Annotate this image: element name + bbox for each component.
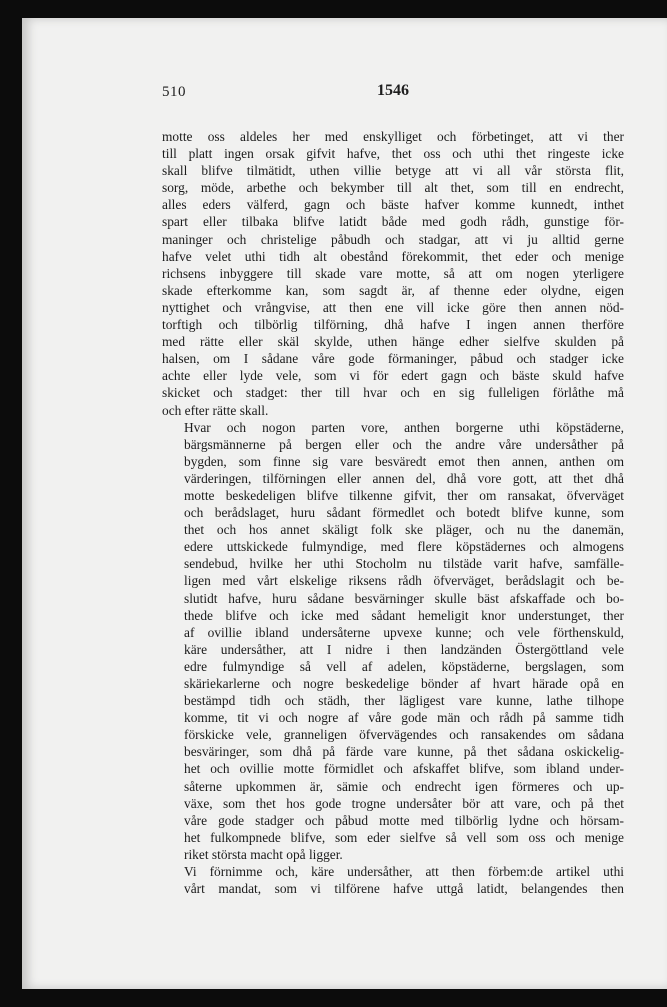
text-line: såterne upkommen är, sämie och endrecht igen förmeres och up- bbox=[184, 778, 624, 794]
page-header bbox=[162, 82, 624, 104]
text-line: Hvar och nogon parten vore, anthen borgerne uthi köpstäderne, bbox=[184, 419, 624, 435]
text-line: sendebud, hvilke her uthi Stocholm nu tilstäde varit hafve, samfälle- bbox=[184, 556, 624, 572]
text-line: hafve velet uthi tidh alt obestånd förekommit, thet eder och menige bbox=[162, 248, 624, 264]
year-heading: 1546 bbox=[377, 82, 409, 99]
text-line: besväringer, som dhå på färde vare kunne, på thet sådana oskickelig- bbox=[184, 744, 624, 760]
text-line: bärgsmännerne på bergen eller och the andre våre undersåther på bbox=[184, 436, 624, 452]
text-line: och efter rätte skall. bbox=[162, 402, 269, 418]
text-line: bestämpd tidh och städh, ther lägligest vare kunne, lathe tilhope bbox=[184, 693, 624, 709]
text-line: motte beskedeligen blifve tilkenne gifvit, ther om ransakat, öfverväget bbox=[184, 487, 624, 503]
text-line: skicket och stadget: ther till hvar och en sig fulleligen förlåthe må bbox=[162, 385, 624, 401]
text-line: sorg, möde, arbethe och bekymber till alt thet, som till en endrecht, bbox=[162, 180, 624, 196]
text-line: riket största macht opå ligger. bbox=[184, 846, 343, 862]
text-line: ligen med vårt elskelige riksens rådh öfverväget, berådslagit och be- bbox=[184, 573, 624, 589]
paragraph bbox=[162, 128, 624, 419]
text-line: käre undersåther, att I nidre i then landzänden Östergöttland vele bbox=[184, 641, 624, 657]
text-line: edere uttskickede fulmyndige, med flere köpstädernes och almogens bbox=[184, 539, 624, 555]
text-line: skall blifve tilmätidt, uthen villie betyge att vi all vår största flit, bbox=[162, 163, 624, 179]
text-line: och berådslaget, huru sådant förmedlet och botedt blifve kunne, som bbox=[184, 505, 624, 521]
text-line: richsens inbyggere till skade vare motte, så att om nogen yterligere bbox=[162, 265, 624, 281]
text-line: thede blifve och icke med sådant hemeligit knor understunget, ther bbox=[184, 607, 624, 623]
text-line: spart eller tilbaka blifve latidt både med godh rådh, gunstige för- bbox=[162, 214, 624, 230]
text-line: edre fulmyndige så vell af adelen, köpstäderne, bergslagen, som bbox=[184, 658, 624, 674]
text-line: slutidt hafve, huru sådane besvärninger skulle bäst afskaffade och bo- bbox=[184, 590, 624, 606]
text-line: Vi förnimme och, käre undersåther, att then förbem:de artikel uthi bbox=[184, 864, 624, 880]
text-line: bygden, som finne sig vare besväredt emot then annen, anthen om bbox=[184, 453, 624, 469]
paragraph bbox=[162, 419, 624, 863]
text-line: vårt mandat, som vi tilförene hafve uttgå latidt, belangendes then bbox=[184, 881, 624, 897]
paragraph bbox=[162, 863, 624, 897]
text-line: motte oss aldeles her med enskylliget och förbetinget, att vi ther bbox=[162, 129, 624, 144]
text-line: nyttighet och vrångvise, att then ene vill icke göre then annen nöd- bbox=[162, 299, 624, 315]
text-line: thet och hos annet skäligt folk ske pläger, och nu the danemän, bbox=[184, 522, 624, 538]
text-line: med rätte eller skäl skylde, uthen hänge edher sielfve skulden på bbox=[162, 334, 624, 350]
text-line: af ovillie ibland undersåterne upvexe kunne; och vele förthenskuld, bbox=[184, 624, 624, 640]
text-line: achte eller lyde vele, som vi för edert gagn och bäste skuld hafve bbox=[162, 368, 624, 384]
text-line: komme, tit vi och nogre af våre gode män och rådh på samme tidh bbox=[184, 710, 624, 726]
book-page bbox=[22, 18, 667, 989]
text-line: våre gode stadger och påbud motte med tilbörlig lydne och hörsam- bbox=[184, 812, 624, 828]
text-line: värderingen, tilförningen eller annen del, dhå vore gott, att thet dhå bbox=[184, 470, 624, 486]
text-line: förskicke vele, granneligen öfvervägendes och ransakendes om sådana bbox=[184, 727, 624, 743]
text-line: till platt ingen orsak gifvit hafve, thet oss och uthi thet ringeste icke bbox=[162, 146, 624, 162]
text-line: växe, som thet hos gode trogne undersåter bör att vare, och på thet bbox=[184, 795, 624, 811]
text-line: het och ovillie motte förmidlet och afskaffet blifve, som ibland under- bbox=[184, 761, 624, 777]
body-text bbox=[162, 128, 624, 897]
text-line: het fulkompnede blifve, som eder sielfve så vell som oss och menige bbox=[184, 829, 624, 845]
text-line: torftigh och tilbörlig tilförning, dhå hafve I ingen annen therföre bbox=[162, 317, 624, 333]
text-line: skade efterkomme kan, som sagdt är, af thenne eder olydne, eigen bbox=[162, 282, 624, 298]
text-line: alles eders välferd, gagn och bäste hafver komme kunnedt, inthet bbox=[162, 197, 624, 213]
text-line: maninger och christelige påbudh och stadgar, att vi ju alltid gerne bbox=[162, 231, 624, 247]
text-line: skäriekarlerne och nogre beskedelige bönder af hvart härade opå en bbox=[184, 676, 624, 691]
text-line: halsen, om I sådane våre gode förmaninger, påbud och stadger icke bbox=[162, 351, 624, 367]
page-number: 510 bbox=[162, 84, 186, 100]
